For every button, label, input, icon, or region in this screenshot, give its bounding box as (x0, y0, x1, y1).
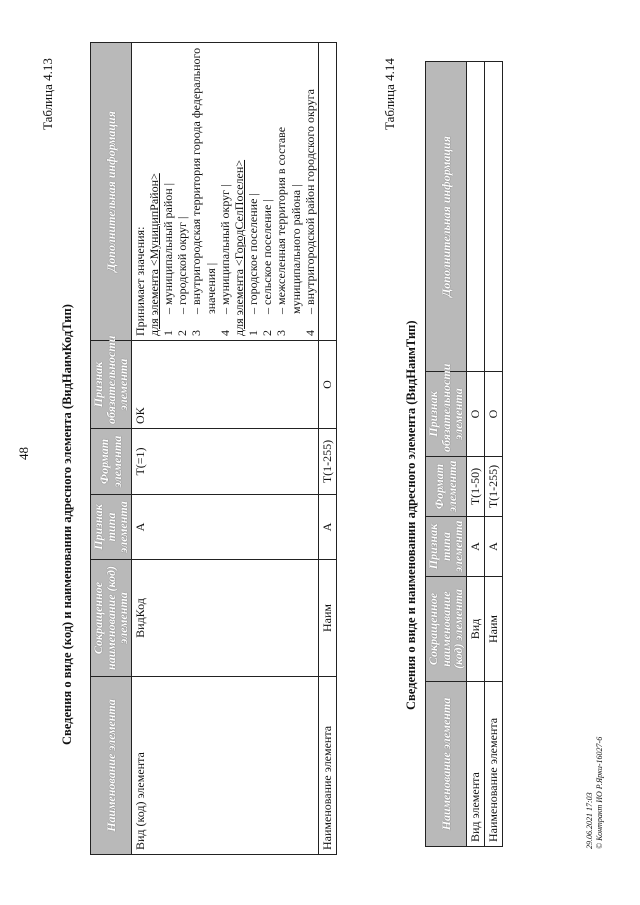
header-cell: Формат элемента (91, 429, 132, 495)
element-code: ВидКод (131, 560, 318, 677)
table-header-row (426, 62, 467, 847)
element-format: T(1-50) (466, 457, 484, 517)
element-type: А (318, 495, 336, 560)
element-required: ОК (131, 341, 318, 429)
table-row (131, 43, 318, 855)
header-cell: Признак обязательности элемента (91, 341, 132, 429)
element-code: Наим (484, 577, 502, 682)
info-intro: Принимает значения: (132, 226, 147, 336)
page-number: 48 (16, 447, 31, 460)
element-name: Вид (код) элемента (131, 677, 318, 855)
element-name: Вид элемента (466, 682, 484, 847)
info-value-row: 2 – сельское поселение | (260, 199, 275, 336)
element-required: О (484, 372, 502, 457)
element-format: T(=1) (131, 429, 318, 495)
table-header-row (91, 43, 132, 855)
info-value-row: 3 – межселенная территория в составе муниципального района | (274, 126, 303, 336)
header-cell: Сокращенное наименование (код) элемента (426, 577, 467, 682)
stamp-datetime: 29.06.2021 17:03 (585, 792, 594, 849)
table-4-13-title: Сведения о виде (код) и наименовании адресного элемента (ВидНаимКодТип) (60, 304, 74, 745)
additional-info (466, 62, 484, 372)
additional-info (131, 43, 318, 341)
element-format: T(1-255) (318, 429, 336, 495)
info-group-title: для элемента <ГородСелПоселен> (231, 159, 246, 336)
info-value-row: 4 – внутригородской район городского округа (302, 89, 317, 336)
element-type: А (484, 517, 502, 577)
element-type: А (466, 517, 484, 577)
element-format: T(1-255) (484, 457, 502, 517)
element-name: Наименование элемента (318, 677, 336, 855)
header-cell: Сокращенное наименование (код) элемента (91, 560, 132, 677)
element-type: А (131, 495, 318, 560)
info-value-row: 1 – городское поселение | (246, 193, 261, 336)
table-4-13 (90, 42, 337, 855)
info-value-row: 2 – городской округ | (175, 216, 190, 336)
header-cell: Дополнительная информация (91, 43, 132, 341)
table-4-13-label: Таблица 4.13 (40, 58, 55, 130)
header-cell: Наименование элемента (91, 677, 132, 855)
element-required: О (466, 372, 484, 457)
table-row (318, 43, 336, 855)
info-value-row: 3 – внутригородская территория города федерального значения | (189, 47, 218, 336)
header-cell: Дополнительная информация (426, 62, 467, 372)
additional-info (484, 62, 502, 372)
header-cell: Формат элемента (426, 457, 467, 517)
header-cell: Признак типа элемента (426, 517, 467, 577)
table-row (466, 62, 484, 847)
info-value-row: 4 – муниципальный округ | (217, 184, 232, 336)
element-required: О (318, 341, 336, 429)
table-row (484, 62, 502, 847)
header-cell: Наименование элемента (426, 682, 467, 847)
stamp-doc: © Контракт ИО Р.Ярки-16027-6 (594, 736, 604, 849)
element-code: Наим (318, 560, 336, 677)
additional-info (318, 43, 336, 341)
table-4-14 (425, 61, 503, 847)
info-group-title: для элемента <МуниципРайон> (146, 173, 161, 336)
info-value-row: 1 – муниципальный район | (161, 182, 176, 336)
element-name: Наименование элемента (484, 682, 502, 847)
signature-stamp (585, 737, 604, 849)
table-4-14-label: Таблица 4.14 (382, 58, 397, 130)
table-4-14-title: Сведения о виде и наименовании адресного элемента (ВидНаимТип) (404, 320, 418, 710)
header-cell: Признак типа элемента (91, 495, 132, 560)
header-cell: Признак обязательности элемента (426, 372, 467, 457)
element-code: Вид (466, 577, 484, 682)
